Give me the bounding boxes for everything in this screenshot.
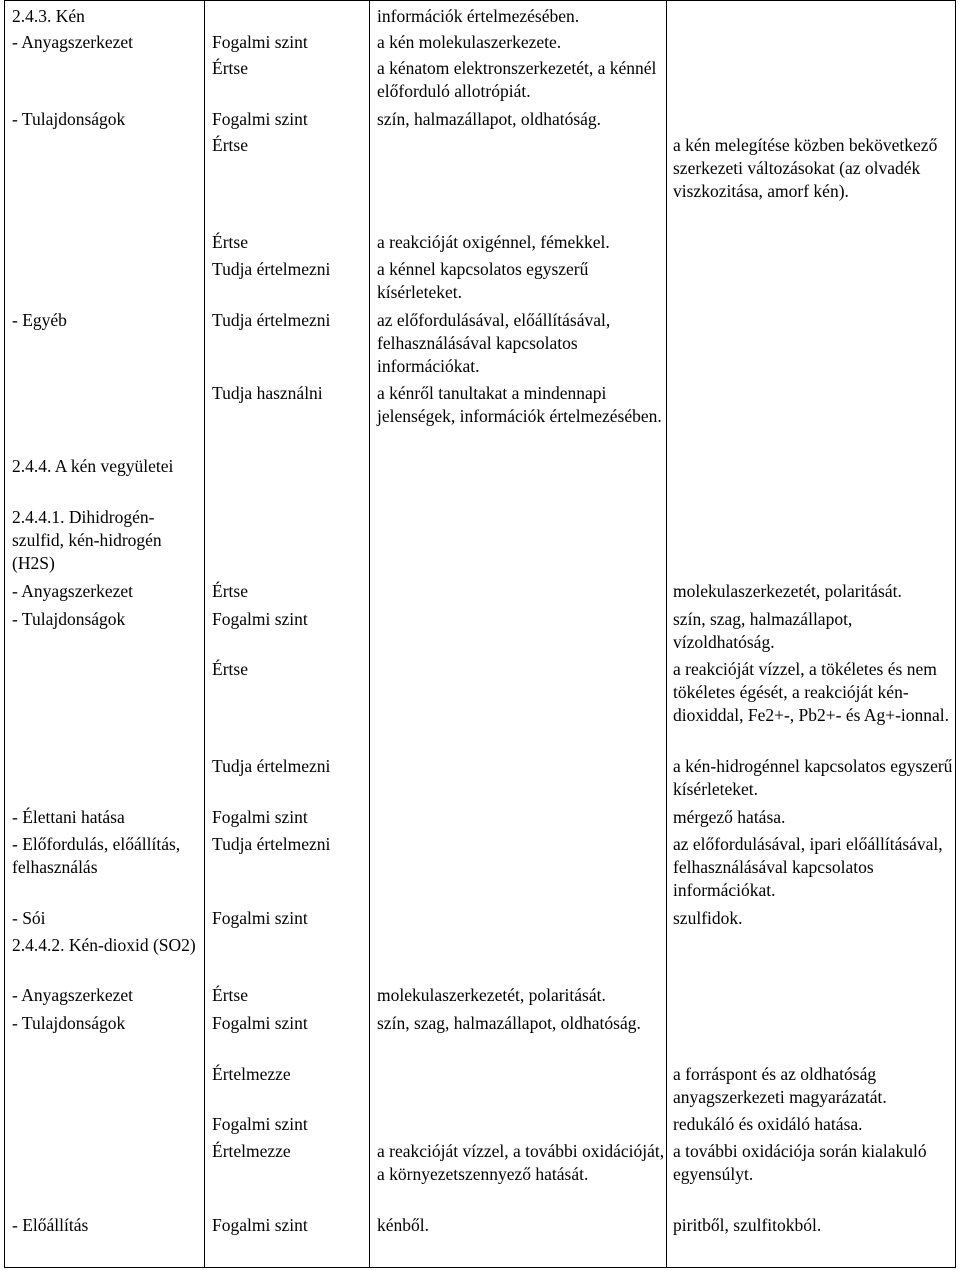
grid-line-left [4,0,5,1268]
cell-c2-row-19: molekulaszerkezetét, polaritását. [377,985,606,1005]
cell-c0-row-15: - Élettani hatása [12,807,125,827]
cell-c1-row-3: Fogalmi szint [212,109,308,129]
cell-c0-row-25: - Előállítás [12,1215,89,1235]
cell-c1-row-16: Tudja értelmezni [212,834,331,854]
cell-c3-row-25: piritből, szulfitokból. [673,1215,822,1235]
cell-c2-row-2: a kénatom elektronszerkezetét, a kénnél előforduló allotrópiát. [377,58,657,101]
grid-line-bottom [4,1267,956,1268]
cell-c0-row-12: - Tulajdonságok [12,609,126,629]
cell-c1-row-12: Fogalmi szint [212,609,308,629]
cell-c2-row-5: a reakcióját oxigénnel, fémekkel. [377,232,610,252]
cell-c1-row-13: Értse [212,659,248,679]
cell-c0-row-10: 2.4.4.1. Dihidrogén-szulfid, kén-hidrogén (H2S) [12,507,162,573]
cell-c0-row-20: - Tulajdonságok [12,1013,126,1033]
cell-c3-row-22: redukáló és oxidáló hatása. [673,1114,863,1134]
cell-c1-row-6: Tudja értelmezni [212,259,331,279]
cell-c2-row-3: szín, halmazállapot, oldhatóság. [377,109,602,129]
cell-c1-row-21: Értelmezze [212,1064,291,1084]
cell-c1-row-20: Fogalmi szint [212,1013,308,1033]
cell-c2-row-25: kénből. [377,1215,430,1235]
cell-c2-row-7: az előfordulásával, előállításával, felhasználásával kapcsolatos információkat. [377,310,611,376]
cell-c3-row-15: mérgező hatása. [673,807,786,827]
cell-c2-row-6: a kénnel kapcsolatos egyszerű kísérleteket. [377,259,589,302]
cell-c0-row-0: 2.4.3. Kén [12,6,85,26]
top-fragment-text: információk értelmezésében. [377,6,580,26]
cell-c2-row-8: a kénről tanultakat a mindennapi jelenségek, információk értelmezésében. [377,383,662,426]
cell-c1-row-1: Fogalmi szint [212,32,308,52]
cell-c1-row-15: Fogalmi szint [212,807,308,827]
grid-line-top [4,0,956,1]
grid-line-right [955,0,956,1268]
cell-c1-row-8: Tudja használni [212,383,323,403]
cell-c1-row-11: Értse [212,581,248,601]
cell-c0-row-18: 2.4.4.2. Kén-dioxid (SO2) [12,935,196,955]
cell-c1-row-7: Tudja értelmezni [212,310,331,330]
cell-c2-row-23: a reakcióját vízzel, a további oxidációját, a környezetszennyező hatását. [377,1141,665,1184]
cell-c1-row-4: Értse [212,135,248,155]
cell-c3-row-11: molekulaszerkezetét, polaritását. [673,581,902,601]
cell-c1-row-2: Értse [212,58,248,78]
grid-line-col1 [204,0,205,1268]
cell-c0-row-7: - Egyéb [12,310,67,330]
cell-c3-row-17: szulfidok. [673,908,743,928]
cell-c3-row-12: szín, szag, halmazállapot, vízoldhatóság. [673,609,853,652]
cell-c0-row-16: - Előfordulás, előállítás, felhasználás [12,834,181,877]
cell-c1-row-22: Fogalmi szint [212,1114,308,1134]
cell-c1-row-5: Értse [212,232,248,252]
cell-c3-row-4: a kén melegítése közben bekövetkező szerkezeti változásokat (az olvadék viszkozitása, amorf kén). [673,135,938,201]
cell-c0-row-1: - Anyagszerkezet [12,32,133,52]
cell-c3-row-21: a forráspont és az oldhatóság anyagszerkezeti magyarázatát. [673,1064,887,1107]
cell-c3-row-24: a további oxidációja során kialakuló egyensúlyt. [673,1141,927,1184]
grid-line-col2 [369,0,370,1268]
cell-c0-row-3: - Tulajdonságok [12,109,126,129]
cell-c3-row-13: a reakcióját vízzel, a tökéletes és nem tökéletes égését, a reakcióját kén-dioxiddal, Fe2+-, Pb2+- és Ag+-ionnal. [673,659,950,725]
grid-line-col3 [666,0,667,1268]
cell-c0-row-9: 2.4.4. A kén vegyületei [12,456,174,476]
cell-c1-row-14: Tudja értelmezni [212,756,331,776]
cell-c3-row-16: az előfordulásával, ipari előállításával, felhasználásával kapcsolatos információkat. [673,834,943,900]
cell-c0-row-11: - Anyagszerkezet [12,581,133,601]
cell-c0-row-17: - Sói [12,908,46,928]
cell-c2-row-20: szín, szag, halmazállapot, oldhatóság. [377,1013,641,1033]
cell-c1-row-19: Értse [212,985,248,1005]
cell-c2-row-1: a kén molekulaszerkezete. [377,32,562,52]
cell-c0-row-19: - Anyagszerkezet [12,985,133,1005]
cell-c3-row-14: a kén-hidrogénnel kapcsolatos egyszerű kísérleteket. [673,756,953,799]
cell-c1-row-25: Fogalmi szint [212,1215,308,1235]
cell-c1-row-17: Fogalmi szint [212,908,308,928]
cell-c1-row-23: Értelmezze [212,1141,291,1161]
